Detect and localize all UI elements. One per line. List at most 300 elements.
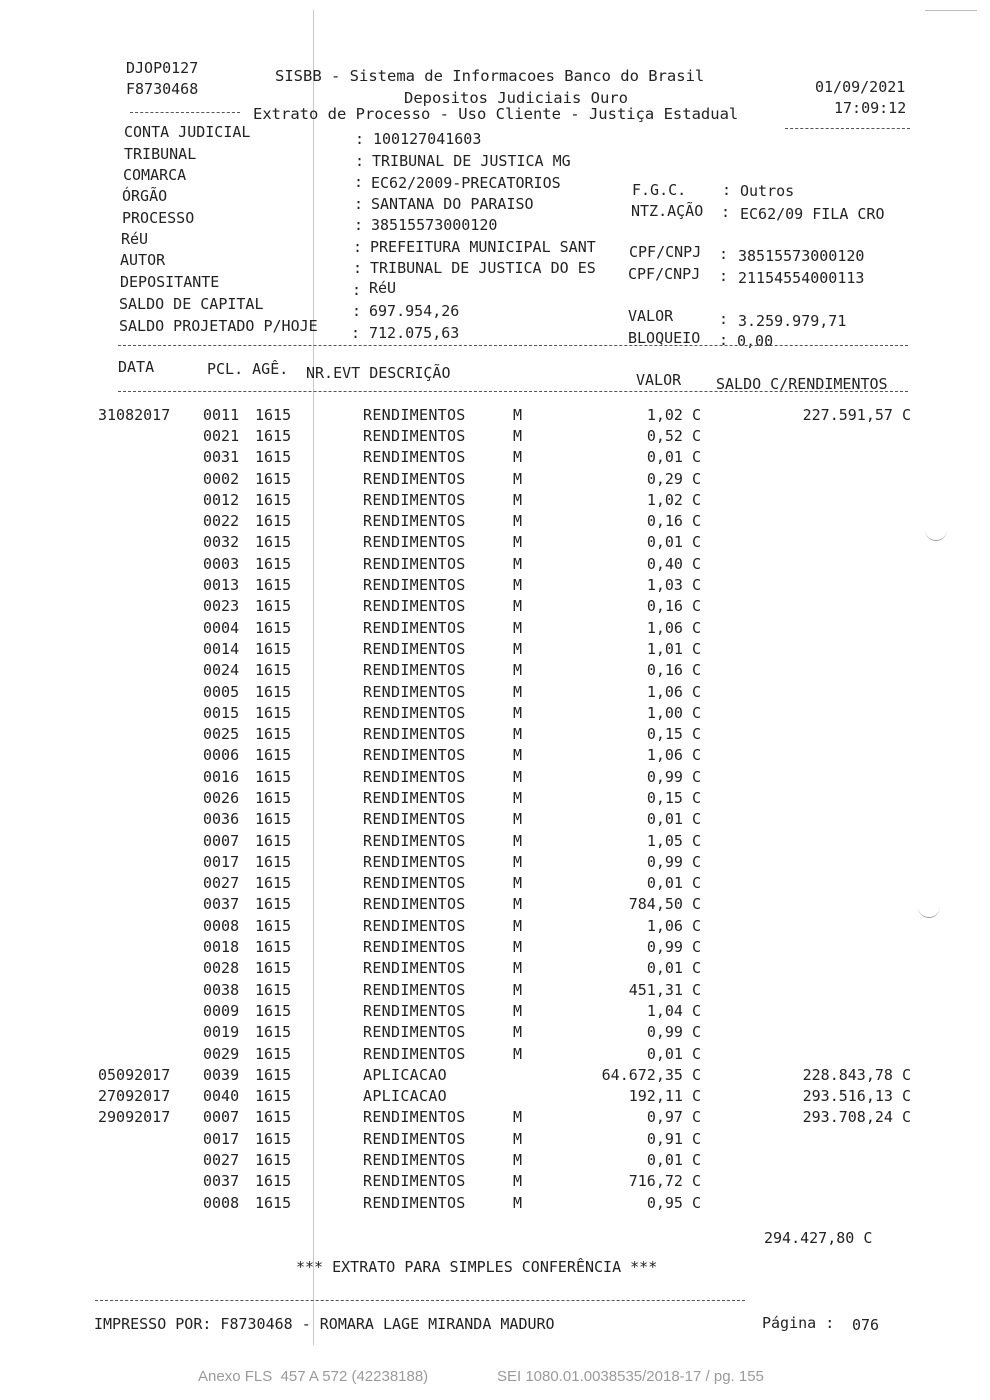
row-description: RENDIMENTOS: [363, 1001, 466, 1020]
row-agency: 1615: [255, 1108, 292, 1127]
colon: :: [719, 331, 729, 349]
table-row: [98, 958, 911, 979]
value-valor: 3.259.979,71: [738, 312, 847, 330]
table-row: [98, 1171, 911, 1192]
row-pcl: 0029: [203, 1044, 240, 1063]
row-saldo: [701, 1149, 911, 1170]
row-description: RENDIMENTOS: [363, 788, 466, 807]
row-saldo: [701, 1022, 911, 1043]
row-flag: [513, 1064, 561, 1085]
row-flag: M: [513, 788, 523, 807]
row-saldo: 293.708,24 C: [802, 1108, 911, 1127]
row-date: [98, 617, 203, 638]
row-description: RENDIMENTOS: [363, 1193, 466, 1212]
row-value: 0,01 C: [646, 448, 701, 467]
label-tribunal: TRIBUNAL: [124, 145, 197, 163]
value-cpf-autor: 21154554000113: [738, 269, 865, 287]
row-date: [98, 510, 203, 531]
row-description: RENDIMENTOS: [363, 512, 466, 531]
row-pcl: 0016: [203, 767, 240, 786]
row-pcl: 0023: [203, 597, 240, 616]
divider: [118, 391, 908, 392]
label-orgao: ÓRGÃO: [122, 187, 168, 205]
value-saldo-projetado: 712.075,63: [369, 324, 460, 342]
row-value: 0,99 C: [646, 852, 701, 871]
row-pcl: 0011: [203, 405, 240, 424]
row-agency: 1615: [255, 874, 292, 893]
print-date: 01/09/2021: [815, 78, 906, 96]
value-ntz-acao: EC62/09 FILA CRO: [740, 205, 885, 223]
row-saldo: [701, 617, 911, 638]
row-agency: 1615: [255, 576, 292, 595]
row-value: 0,01 C: [646, 959, 701, 978]
divider: [95, 1300, 745, 1301]
row-agency: 1615: [255, 554, 292, 573]
colon: :: [353, 238, 363, 256]
printed-by: IMPRESSO POR: F8730468 - ROMARA LAGE MIRANDA MADURO: [94, 1315, 555, 1333]
row-value: 0,95 C: [646, 1193, 701, 1212]
table-row: [98, 425, 911, 446]
table-row: [98, 766, 911, 787]
row-value: 0,01 C: [646, 1044, 701, 1063]
row-agency: 1615: [255, 512, 292, 531]
table-row: [98, 468, 911, 489]
row-value: 1,02 C: [646, 405, 701, 424]
row-saldo: [701, 894, 911, 915]
value-comarca: EC62/2009-PRECATORIOS: [371, 174, 561, 192]
colon: :: [719, 310, 729, 328]
row-date: [98, 468, 203, 489]
row-date: [98, 1000, 203, 1021]
row-flag: M: [513, 469, 523, 488]
row-date: [98, 958, 203, 979]
row-flag: M: [513, 1108, 523, 1127]
row-flag: M: [513, 895, 523, 914]
row-flag: M: [513, 618, 523, 637]
row-value: 0,01 C: [646, 874, 701, 893]
row-flag: M: [513, 533, 523, 552]
row-description: RENDIMENTOS: [363, 1044, 466, 1063]
row-saldo: [701, 766, 911, 787]
row-flag: M: [513, 1001, 523, 1020]
value-cpf-reu: 38515573000120: [738, 247, 865, 265]
row-agency: 1615: [255, 661, 292, 680]
row-description: RENDIMENTOS: [363, 597, 466, 616]
row-value: 1,03 C: [646, 576, 701, 595]
row-saldo: [701, 702, 911, 723]
label-fgc: F.G.C.: [632, 181, 687, 199]
row-value: 0,99 C: [646, 767, 701, 786]
row-agency: 1615: [255, 1023, 292, 1042]
row-agency: 1615: [255, 1193, 292, 1212]
row-flag: M: [513, 1023, 523, 1042]
value-reu: PREFEITURA MUNICIPAL SANT: [370, 238, 596, 256]
row-description: RENDIMENTOS: [363, 682, 466, 701]
row-flag: M: [513, 661, 523, 680]
row-pcl: 0003: [203, 554, 240, 573]
row-agency: 1615: [255, 1151, 292, 1170]
row-date: [98, 681, 203, 702]
row-value: 1,04 C: [646, 1001, 701, 1020]
row-pcl: 0040: [203, 1087, 240, 1106]
row-description: RENDIMENTOS: [363, 576, 466, 595]
colon: :: [355, 152, 365, 170]
row-agency: 1615: [255, 725, 292, 744]
row-agency: 1615: [255, 405, 292, 424]
row-value: 1,00 C: [646, 703, 701, 722]
row-description: RENDIMENTOS: [363, 1151, 466, 1170]
row-description: RENDIMENTOS: [363, 448, 466, 467]
table-row: [98, 404, 911, 425]
transactions-body: [98, 404, 911, 1213]
colon: :: [719, 245, 729, 263]
value-autor: TRIBUNAL DE JUSTICA DO ES: [370, 259, 596, 277]
table-row: [98, 1107, 911, 1128]
row-flag: [513, 1086, 561, 1107]
row-date: [98, 596, 203, 617]
col-header-valor: VALOR: [636, 371, 682, 389]
row-saldo: [701, 489, 911, 510]
row-date: [98, 851, 203, 872]
row-pcl: 0026: [203, 788, 240, 807]
table-row: [98, 681, 911, 702]
row-agency: 1615: [255, 831, 292, 850]
row-flag: M: [513, 448, 523, 467]
row-date: [98, 936, 203, 957]
row-pcl: 0012: [203, 490, 240, 509]
table-row: [98, 553, 911, 574]
row-agency: 1615: [255, 1087, 292, 1106]
value-processo: 38515573000120: [371, 216, 498, 234]
divider: [130, 112, 240, 113]
row-saldo: [701, 553, 911, 574]
row-saldo: [701, 468, 911, 489]
table-row: [98, 979, 911, 1000]
row-flag: M: [513, 1172, 523, 1191]
row-saldo: [701, 574, 911, 595]
row-pcl: 0031: [203, 448, 240, 467]
col-header-data: DATA: [118, 358, 155, 376]
row-pcl: 0004: [203, 618, 240, 637]
row-pcl: 0002: [203, 469, 240, 488]
final-saldo: 294.427,80 C: [764, 1229, 873, 1247]
row-description: RENDIMENTOS: [363, 959, 466, 978]
row-pcl: 0006: [203, 746, 240, 765]
row-value: 0,15 C: [646, 725, 701, 744]
colon: :: [351, 324, 361, 342]
colon: :: [722, 181, 732, 199]
row-value: 0,01 C: [646, 533, 701, 552]
row-description: APLICACAO: [363, 1065, 447, 1084]
label-saldo-projetado: SALDO PROJETADO P/HOJE: [119, 317, 318, 335]
row-flag: M: [513, 959, 523, 978]
colon: :: [721, 203, 731, 221]
row-pcl: 0008: [203, 916, 240, 935]
label-saldo-capital: SALDO DE CAPITAL: [119, 295, 264, 313]
row-saldo: [701, 1000, 911, 1021]
row-flag: M: [513, 767, 523, 786]
row-pcl: 0027: [203, 874, 240, 893]
row-flag: M: [513, 874, 523, 893]
row-value: 451,31 C: [628, 980, 701, 999]
value-tribunal: TRIBUNAL DE JUSTICA MG: [372, 152, 571, 170]
row-saldo: [701, 596, 911, 617]
table-row: [98, 851, 911, 872]
row-value: 1,06 C: [646, 916, 701, 935]
row-agency: 1615: [255, 938, 292, 957]
row-value: 0,15 C: [646, 788, 701, 807]
row-pcl: 0017: [203, 1129, 240, 1148]
sei-stamp: SEI 1080.01.0038535/2018-17 / pg. 155: [497, 1368, 764, 1385]
label-ntz-acao: NTZ.AÇÃO: [631, 202, 704, 220]
row-description: RENDIMENTOS: [363, 426, 466, 445]
row-agency: 1615: [255, 1129, 292, 1148]
row-agency: 1615: [255, 746, 292, 765]
row-description: RENDIMENTOS: [363, 852, 466, 871]
row-agency: 1615: [255, 469, 292, 488]
row-saldo: [701, 915, 911, 936]
row-date: [98, 1022, 203, 1043]
row-saldo: [701, 510, 911, 531]
row-pcl: 0036: [203, 810, 240, 829]
row-description: RENDIMENTOS: [363, 1129, 466, 1148]
label-cpf-autor: CPF/CNPJ: [628, 265, 701, 283]
row-pcl: 0015: [203, 703, 240, 722]
table-row: [98, 660, 911, 681]
row-value: 0,40 C: [646, 554, 701, 573]
row-description: RENDIMENTOS: [363, 618, 466, 637]
row-date: [98, 425, 203, 446]
row-date: [98, 702, 203, 723]
row-pcl: 0038: [203, 980, 240, 999]
table-row: [98, 830, 911, 851]
row-agency: 1615: [255, 1001, 292, 1020]
row-description: RENDIMENTOS: [363, 703, 466, 722]
table-row: [98, 809, 911, 830]
label-depositante: DEPOSITANTE: [120, 273, 220, 291]
label-valor: VALOR: [628, 307, 674, 325]
row-saldo: [701, 1192, 911, 1213]
row-saldo: [701, 447, 911, 468]
table-row: [98, 638, 911, 659]
annex-stamp: Anexo FLS 457 A 572 (42238188): [198, 1368, 429, 1385]
row-flag: M: [513, 938, 523, 957]
row-saldo: [701, 660, 911, 681]
label-reu: RéU: [121, 230, 149, 248]
value-orgao: SANTANA DO PARAISO: [371, 195, 534, 213]
label-autor: AUTOR: [120, 251, 166, 269]
row-date: [98, 1192, 203, 1213]
table-row: [98, 510, 911, 531]
row-description: RENDIMENTOS: [363, 831, 466, 850]
scan-mark-icon: [925, 528, 947, 541]
print-time: 17:09:12: [834, 99, 907, 117]
label-processo: PROCESSO: [122, 209, 195, 227]
row-description: RENDIMENTOS: [363, 533, 466, 552]
row-flag: M: [513, 597, 523, 616]
table-row: [98, 1149, 911, 1170]
row-pcl: 0019: [203, 1023, 240, 1042]
row-date: [98, 532, 203, 553]
row-agency: 1615: [255, 895, 292, 914]
row-date: [98, 1171, 203, 1192]
row-saldo: [701, 532, 911, 553]
table-row: [98, 1086, 911, 1107]
row-date: [98, 809, 203, 830]
row-saldo: [701, 638, 911, 659]
colon: :: [352, 302, 362, 320]
row-saldo: [701, 745, 911, 766]
row-value: 64.672,35 C: [601, 1065, 701, 1084]
row-flag: M: [513, 1151, 523, 1170]
scan-mark-icon: [918, 905, 940, 918]
row-flag: M: [513, 512, 523, 531]
col-header-pcl-age: PCL. AGÊ.: [207, 360, 289, 378]
row-pcl: 0009: [203, 1001, 240, 1020]
row-flag: M: [513, 831, 523, 850]
col-header-nr-evt: NR.EVT DESCRIÇÃO: [306, 364, 451, 382]
row-description: RENDIMENTOS: [363, 1023, 466, 1042]
row-description: RENDIMENTOS: [363, 980, 466, 999]
row-pcl: 0014: [203, 639, 240, 658]
colon: :: [353, 259, 363, 277]
row-flag: M: [513, 852, 523, 871]
row-value: 0,16 C: [646, 661, 701, 680]
table-row: [98, 787, 911, 808]
table-row: [98, 1192, 911, 1213]
row-saldo: [701, 830, 911, 851]
row-agency: 1615: [255, 682, 292, 701]
program-code: DJOP0127: [126, 59, 199, 77]
row-date: [98, 766, 203, 787]
row-agency: 1615: [255, 490, 292, 509]
row-value: 0,29 C: [646, 469, 701, 488]
row-flag: M: [513, 554, 523, 573]
row-value: 1,06 C: [646, 618, 701, 637]
label-comarca: COMARCA: [123, 166, 187, 184]
label-cpf-reu: CPF/CNPJ: [629, 243, 702, 261]
row-agency: 1615: [255, 639, 292, 658]
row-pcl: 0018: [203, 938, 240, 957]
row-saldo: [701, 1171, 911, 1192]
row-description: RENDIMENTOS: [363, 767, 466, 786]
row-date: 31082017: [98, 405, 171, 424]
row-value: 1,06 C: [646, 682, 701, 701]
label-bloqueio: BLOQUEIO: [628, 329, 701, 347]
row-value: 1,01 C: [646, 639, 701, 658]
row-pcl: 0027: [203, 1151, 240, 1170]
table-row: [98, 617, 911, 638]
row-date: [98, 1149, 203, 1170]
table-row: [98, 574, 911, 595]
value-conta-judicial: 100127041603: [373, 130, 482, 148]
row-pcl: 0024: [203, 661, 240, 680]
row-agency: 1615: [255, 916, 292, 935]
value-bloqueio: 0,00: [737, 332, 774, 350]
row-saldo: [701, 851, 911, 872]
row-pcl: 0008: [203, 1193, 240, 1212]
row-description: RENDIMENTOS: [363, 895, 466, 914]
row-flag: M: [513, 1193, 523, 1212]
row-description: APLICACAO: [363, 1087, 447, 1106]
row-pcl: 0037: [203, 1172, 240, 1191]
row-description: RENDIMENTOS: [363, 554, 466, 573]
transactions-table: [98, 404, 911, 1213]
row-flag: M: [513, 639, 523, 658]
colon: :: [354, 195, 364, 213]
row-description: RENDIMENTOS: [363, 746, 466, 765]
row-pcl: 0032: [203, 533, 240, 552]
row-flag: M: [513, 746, 523, 765]
table-row: [98, 1064, 911, 1085]
row-description: RENDIMENTOS: [363, 469, 466, 488]
row-pcl: 0017: [203, 852, 240, 871]
row-agency: 1615: [255, 767, 292, 786]
row-date: [98, 894, 203, 915]
row-saldo: [701, 936, 911, 957]
row-agency: 1615: [255, 618, 292, 637]
row-date: [98, 1128, 203, 1149]
row-date: 27092017: [98, 1087, 171, 1106]
row-value: 0,16 C: [646, 597, 701, 616]
row-agency: 1615: [255, 1065, 292, 1084]
row-description: RENDIMENTOS: [363, 490, 466, 509]
row-date: [98, 489, 203, 510]
row-flag: M: [513, 1129, 523, 1148]
row-saldo: [701, 1043, 911, 1064]
row-date: [98, 745, 203, 766]
page-number: 076: [852, 1316, 880, 1334]
table-row: [98, 702, 911, 723]
row-flag: M: [513, 980, 523, 999]
row-agency: 1615: [255, 426, 292, 445]
row-saldo: 228.843,78 C: [802, 1065, 911, 1084]
table-row: [98, 745, 911, 766]
table-row: [98, 1043, 911, 1064]
row-value: 0,52 C: [646, 426, 701, 445]
label-conta-judicial: CONTA JUDICIAL: [124, 123, 251, 141]
row-value: 784,50 C: [628, 895, 701, 914]
page-label: Página :: [762, 1314, 835, 1332]
row-flag: M: [513, 490, 523, 509]
table-row: [98, 936, 911, 957]
row-agency: 1615: [255, 703, 292, 722]
row-date: [98, 1043, 203, 1064]
row-description: RENDIMENTOS: [363, 810, 466, 829]
row-value: 0,91 C: [646, 1129, 701, 1148]
row-agency: 1615: [255, 533, 292, 552]
row-value: 0,99 C: [646, 1023, 701, 1042]
table-row: [98, 1022, 911, 1043]
row-flag: M: [513, 682, 523, 701]
row-flag: M: [513, 1044, 523, 1063]
row-pcl: 0037: [203, 895, 240, 914]
row-saldo: 227.591,57 C: [802, 405, 911, 424]
divider: [118, 345, 908, 346]
row-date: 29092017: [98, 1108, 171, 1127]
row-description: RENDIMENTOS: [363, 938, 466, 957]
row-pcl: 0028: [203, 959, 240, 978]
row-agency: 1615: [255, 597, 292, 616]
subtitle: Depositos Judiciais Ouro: [404, 89, 628, 107]
row-value: 0,01 C: [646, 1151, 701, 1170]
row-saldo: [701, 979, 911, 1000]
row-date: [98, 979, 203, 1000]
value-depositante: RéU: [369, 279, 397, 297]
row-agency: 1615: [255, 959, 292, 978]
row-saldo: [701, 787, 911, 808]
row-pcl: 0007: [203, 1108, 240, 1127]
